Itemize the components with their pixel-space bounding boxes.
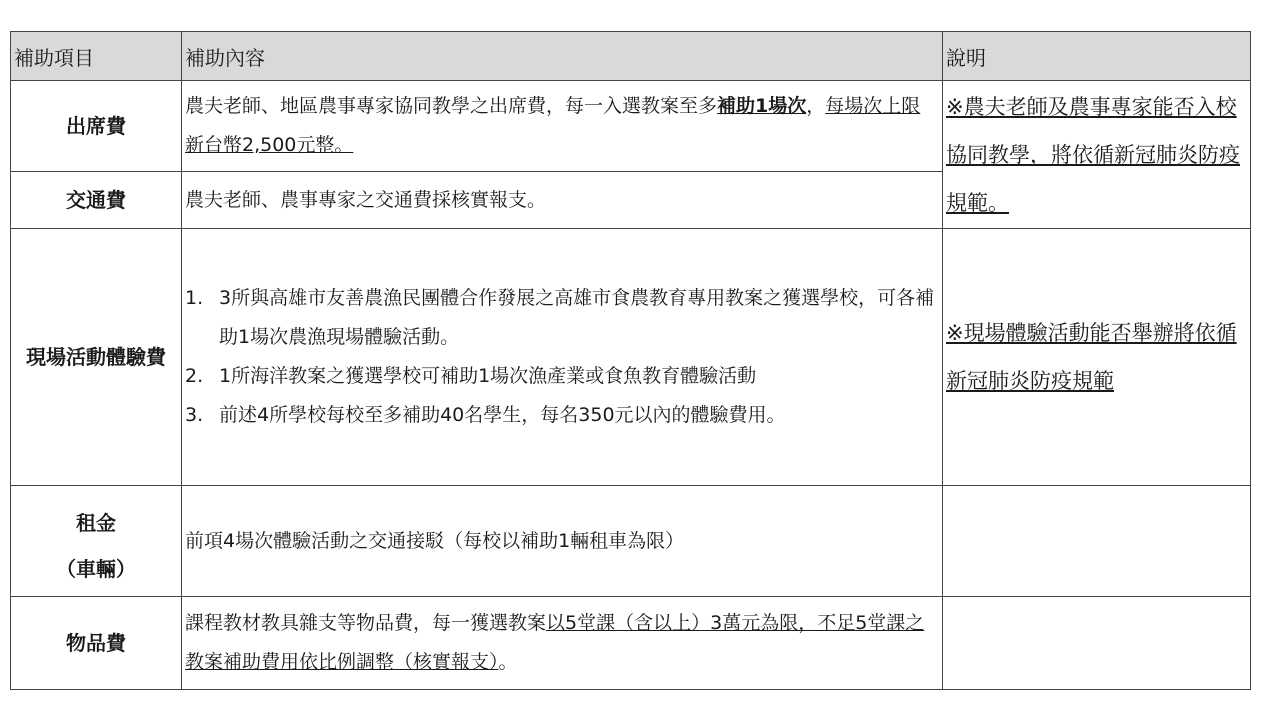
list-text: 前述4所學校每校至多補助40名學生，每名350元以內的體驗費用。	[219, 404, 786, 426]
list-item	[185, 396, 938, 435]
table-row	[11, 229, 1251, 486]
row-content-experience	[182, 229, 943, 486]
subsidy-table	[10, 31, 1251, 690]
row-note-supplies	[943, 597, 1251, 690]
item-line: （車輛）	[56, 557, 136, 581]
content-text: 農夫老師、地區農事專家協同教學之出席費，每一入選教案至多	[185, 95, 718, 117]
row-item-experience: 現場活動體驗費	[11, 229, 182, 486]
header-content: 補助內容	[182, 32, 943, 81]
experience-list	[185, 279, 938, 435]
content-underlined-text: 以5堂課（含以上）3萬元為限，不足5堂課之教案補助費用依比例調整（核實報支）	[185, 612, 925, 673]
list-text: 3所與高雄市友善農漁民團體合作發展之高雄市食農教育專用教案之獲選學校，可各補助1場次農漁現場體驗活動。	[219, 287, 935, 348]
header-item: 補助項目	[11, 32, 182, 81]
list-number: 2.	[185, 365, 204, 387]
table-row	[11, 81, 1251, 172]
list-item	[185, 279, 938, 357]
row-item-attendance: 出席費	[11, 81, 182, 172]
content-text: 。	[498, 651, 518, 673]
content-text: ，	[806, 95, 826, 117]
list-text: 1所海洋教案之獲選學校可補助1場次漁產業或食魚教育體驗活動	[219, 365, 757, 387]
list-number: 1.	[185, 287, 204, 309]
row-note-rental	[943, 486, 1251, 597]
content-bold-text: 補助1場次	[717, 95, 807, 117]
row-note-experience: ※現場體驗活動能否舉辦將依循新冠肺炎防疫規範	[943, 229, 1251, 486]
table-row	[11, 597, 1251, 690]
item-line: 租金	[76, 511, 116, 535]
row-content-rental: 前項4場次體驗活動之交通接駁（每校以補助1輛租車為限）	[182, 486, 943, 597]
content-text: 課程教材教具雜支等物品費，每一獲選教案	[185, 612, 547, 634]
row-content-attendance	[182, 81, 943, 172]
header-note: 說明	[943, 32, 1251, 81]
table-header-row	[11, 32, 1251, 81]
list-number: 3.	[185, 404, 204, 426]
content-underlined-text: 每場次上限新台幣2,500元整。	[185, 95, 921, 156]
row-item-supplies: 物品費	[11, 597, 182, 690]
row-content-supplies	[182, 597, 943, 690]
list-item	[185, 357, 938, 396]
row-item-transport: 交通費	[11, 172, 182, 229]
row-content-transport: 農夫老師、農事專家之交通費採核實報支。	[182, 172, 943, 229]
table-row	[11, 486, 1251, 597]
row-note-attendance: ※農夫老師及農事專家能否入校協同教學，將依循新冠肺炎防疫規範。	[943, 81, 1251, 229]
row-item-rental	[11, 486, 182, 597]
